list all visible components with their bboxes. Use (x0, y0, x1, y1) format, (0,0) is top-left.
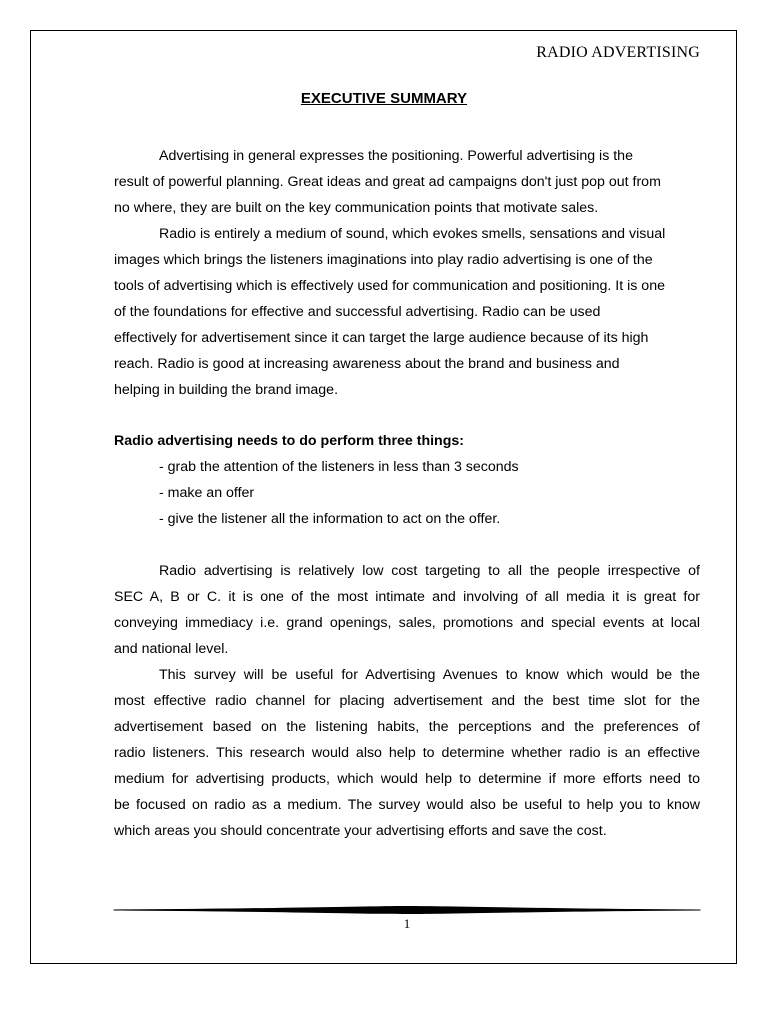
paragraph-1 (114, 143, 700, 221)
paragraph-line: conveying immediacy i.e. grand openings, sales, promotions and special events at local (114, 615, 700, 631)
paragraph-line: of the foundations for effective and successful advertising. Radio can be used (114, 304, 601, 320)
bullet-list (114, 454, 700, 532)
paragraph-line: reach. Radio is good at increasing awareness about the brand and business and (114, 356, 620, 372)
section-heading: Radio advertising needs to do perform three things: (114, 433, 464, 449)
paragraph-line: Radio advertising is relatively low cost targeting to all the people irrespective of (159, 563, 700, 579)
paragraph-line: and national level. (114, 641, 229, 657)
paragraph-line: images which brings the listeners imaginations into play radio advertising is one of the (114, 252, 653, 268)
paragraph-4 (114, 662, 700, 844)
paragraph-line: This survey will be useful for Advertising Avenues to know which would be the (159, 667, 700, 683)
paragraph-3 (114, 558, 700, 662)
list-item: - make an offer (159, 485, 255, 501)
running-header: RADIO ADVERTISING (536, 44, 700, 61)
paragraph-line: Radio is entirely a medium of sound, which evokes smells, sensations and visual (159, 226, 666, 242)
paragraph-line: medium for advertising products, which would help to determine if more efforts need to (114, 771, 700, 787)
paragraph-line: be focused on radio as a medium. The survey would also be useful to help you to know (114, 797, 700, 813)
footer-divider (113, 903, 701, 917)
paragraph-line: advertisement based on the listening habits, the perceptions and the preferences of (114, 719, 700, 735)
list-item: - grab the attention of the listeners in less than 3 seconds (159, 459, 519, 475)
paragraph-line: Advertising in general expresses the positioning. Powerful advertising is the (159, 148, 633, 164)
paragraph-line: which areas you should concentrate your advertising efforts and save the cost. (114, 823, 607, 839)
paragraph-line: most effective radio channel for placing advertisement and the best time slot for the (114, 693, 700, 709)
paragraph-line: no where, they are built on the key communication points that motivate sales. (114, 200, 599, 216)
paragraph-line: result of powerful planning. Great ideas and great ad campaigns don't just pop out from (114, 174, 661, 190)
page-number: 1 (403, 916, 411, 931)
list-item: - give the listener all the information to act on the offer. (159, 511, 501, 527)
paragraph-line: effectively for advertisement since it can target the large audience because of its high (114, 330, 649, 346)
paragraph-2 (114, 221, 700, 403)
paragraph-line: tools of advertising which is effectively used for communication and positioning. It is one (114, 278, 665, 294)
page-title: EXECUTIVE SUMMARY (300, 90, 468, 107)
paragraph-line: radio listeners. This research would also help to determine whether radio is an effective (114, 745, 700, 761)
paragraph-line: SEC A, B or C. it is one of the most intimate and involving of all media it is great for (114, 589, 700, 605)
paragraph-line: helping in building the brand image. (114, 382, 339, 398)
